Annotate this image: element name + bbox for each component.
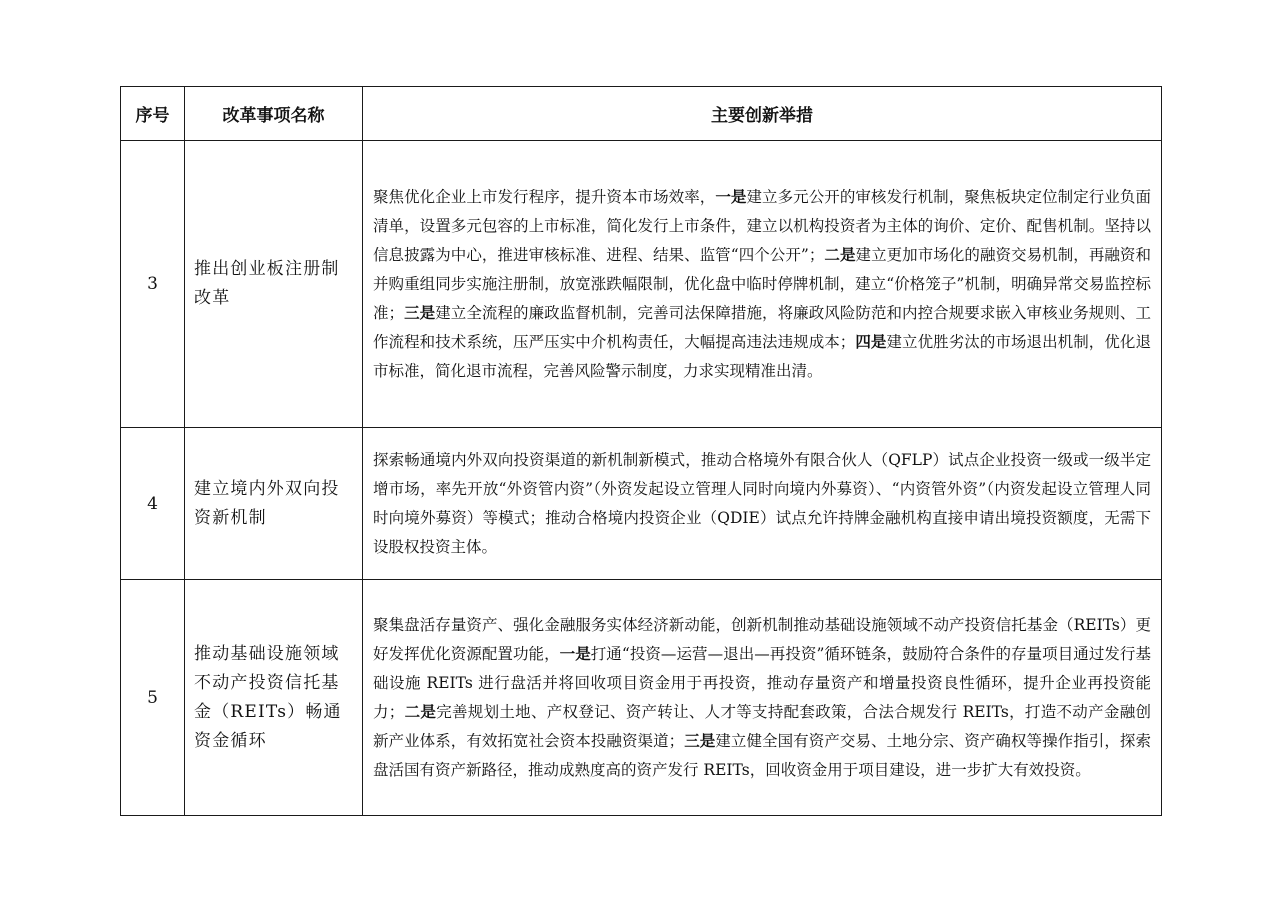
row-number: 3 (121, 141, 185, 428)
table-row (121, 428, 1162, 580)
measure-text: 聚集盘活存量资产、强化金融服务实体经济新动能，创新机制推动基础设施领域不动产投资信托基金（REITs）更好发挥优化资源配置功能， (373, 615, 1151, 663)
table-header-row (121, 87, 1162, 141)
reform-item-name: 建立境内外双向投资新机制 (185, 428, 363, 580)
keyword-marker: 三是 (684, 731, 716, 750)
table-row (121, 141, 1162, 428)
measure-text: 建立多元公开的审核发行机制，聚焦板块定位制定行业负面清单，设置多元包容的上市标准，简化发行上市条件，建立以机构投资者为主体的询价、定价、配售机制。坚持以信息披露为中心，推进审核标准、进程、结果、监管“四个公开”； (373, 187, 1151, 264)
measure-text: 建立健全国有资产交易、土地分宗、资产确权等操作指引，探索盘活国有资产新路径，推动成熟度高的资产发行 REITs，回收资金用于项目建设，进一步扩大有效投资。 (373, 731, 1151, 779)
measure-text: 建立全流程的廉政监督机制，完善司法保障措施，将廉政风险防范和内控合规要求嵌入审核业务规则、工作流程和技术系统，压严压实中介机构责任，大幅提高违法违规成本； (373, 303, 1151, 351)
reform-item-name: 推动基础设施领域不动产投资信托基金（REITs）畅通资金循环 (185, 580, 363, 816)
keyword-marker: 二是 (824, 245, 856, 264)
measure-text: 完善规划土地、产权登记、资产转让、人才等支持配套政策，合法合规发行 REITs，打造不动产金融创新产业体系，有效拓宽社会资本投融资渠道； (373, 702, 1151, 750)
measure-text: 聚焦优化企业上市发行程序，提升资本市场效率， (373, 187, 716, 206)
keyword-marker: 一是 (715, 187, 747, 206)
measure-text: 建立优胜劣汰的市场退出机制，优化退市标准，简化退市流程，完善风险警示制度，力求实现精准出清。 (373, 332, 1151, 380)
innovation-measures (363, 428, 1162, 580)
measure-text: 打通“投资—运营—退出—再投资”循环链条，鼓励符合条件的存量项目通过发行基础设施 REITs 进行盘活并将回收项目资金用于再投资，推动存量资产和增量投资良性循环，提升企业再投资能力； (373, 644, 1151, 721)
innovation-measures (363, 580, 1162, 816)
header-name: 改革事项名称 (185, 87, 363, 141)
header-measures: 主要创新举措 (363, 87, 1162, 141)
header-no: 序号 (121, 87, 185, 141)
keyword-marker: 二是 (404, 702, 437, 721)
measure-text: 探索畅通境内外双向投资渠道的新机制新模式，推动合格境外有限合伙人（QFLP）试点企业投资一级或一级半定增市场，率先开放“外资管内资”（外资发起设立管理人同时向境内外募资）、“内资管外资”（内资发起设立管理人同时向境外募资）等模式；推动合格境内投资企业（QDIE）试点允许持牌金融机构直接申请出境投资额度，无需下设股权投资主体。 (373, 450, 1151, 556)
table-row (121, 580, 1162, 816)
row-number: 5 (121, 580, 185, 816)
reform-table (120, 86, 1162, 816)
reform-item-name: 推出创业板注册制改革 (185, 141, 363, 428)
keyword-marker: 一是 (559, 644, 591, 663)
keyword-marker: 三是 (404, 303, 436, 322)
keyword-marker: 四是 (855, 332, 887, 351)
innovation-measures (363, 141, 1162, 428)
row-number: 4 (121, 428, 185, 580)
measure-text: 建立更加市场化的融资交易机制，再融资和并购重组同步实施注册制，放宽涨跌幅限制，优化盘中临时停牌机制，建立“价格笼子”机制，明确异常交易监控标准； (373, 245, 1151, 322)
